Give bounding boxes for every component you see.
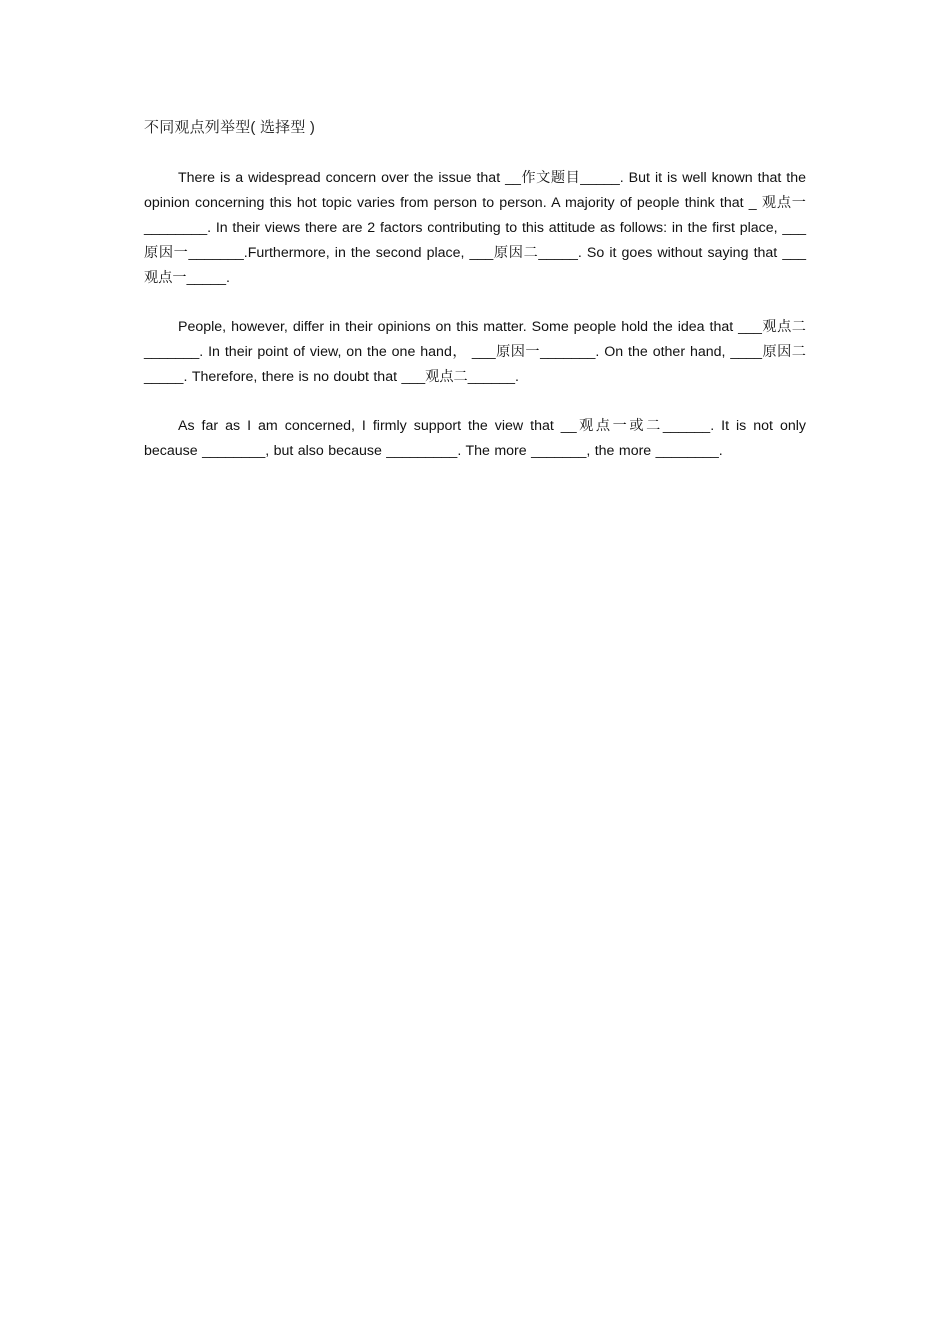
document-body bbox=[144, 116, 806, 464]
paragraph-intro: There is a widespread concern over the issue that __作文题目_____. But it is well known that the opinion concerning this hot topic varies from person to person. A majority of people think that _ 观点一________. In their views there are 2 factors contributing to this attitude as follows: in the first place, ___原因一_______.Furthermore, in the second place, ___原因二_____. So it goes without saying that ___观点一_____. bbox=[144, 170, 806, 286]
paragraph-opposing-view: People, however, differ in their opinions on this matter. Some people hold the idea that ___观点二_______. In their point of view, on the one hand， ___原因一_______. On the other hand, ____原因二_____. Therefore, there is no doubt that ___观点二______. bbox=[144, 319, 806, 385]
paragraph-conclusion: As far as I am concerned, I firmly support the view that __观点一或二______. It is not only because ________, but also because _________. The more _______, the more ________. bbox=[144, 418, 806, 459]
document-title: 不同观点列举型( 选择型 ) bbox=[144, 119, 316, 136]
